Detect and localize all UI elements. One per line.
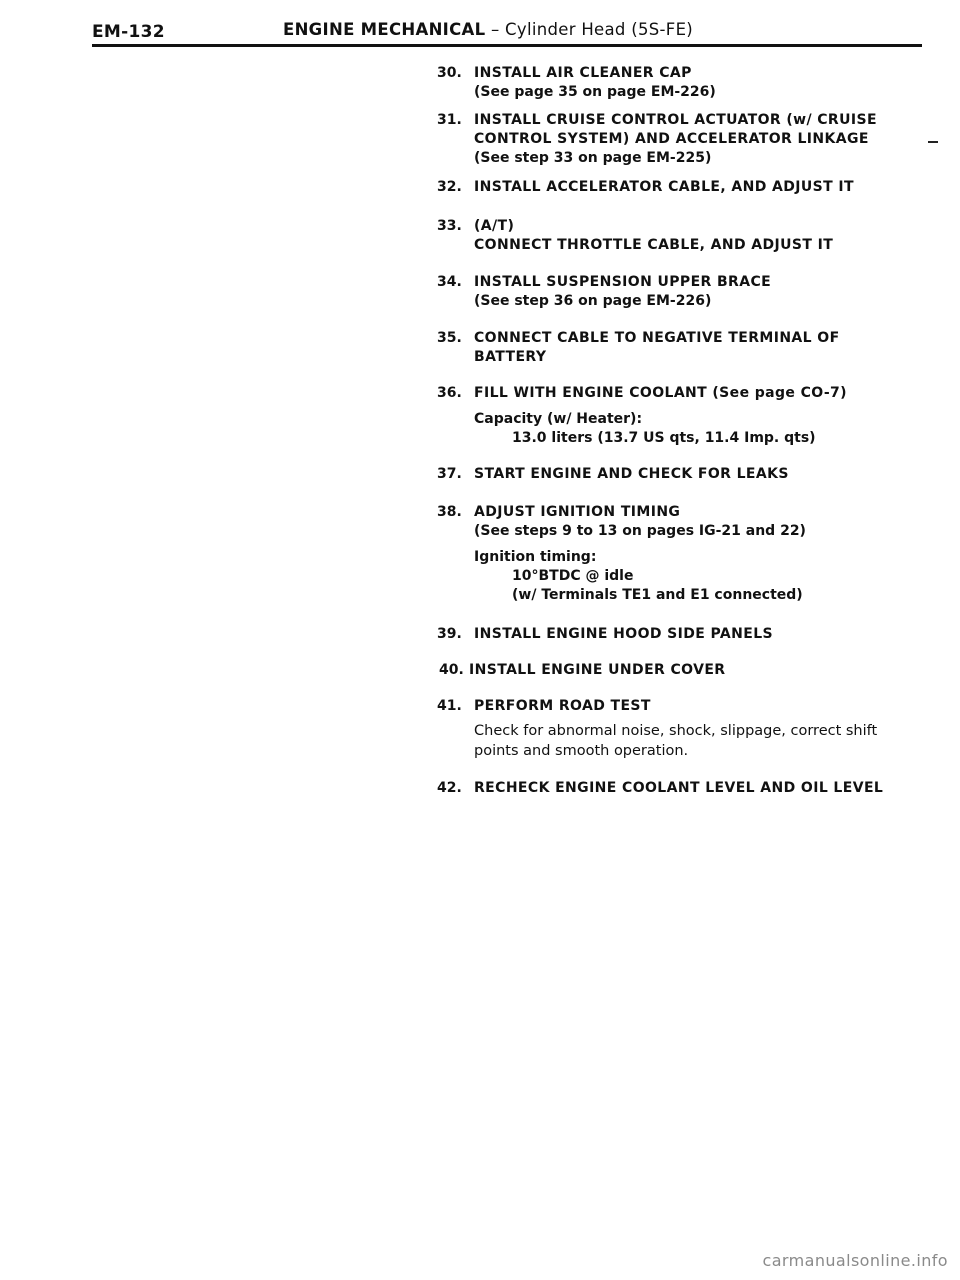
step-description-line-2: points and smooth operation.	[474, 743, 689, 759]
step-42	[437, 779, 927, 798]
step-41	[437, 697, 927, 761]
step-number: 42.	[437, 780, 462, 796]
step-title-line-1: INSTALL CRUISE CONTROL ACTUATOR (w/ CRUISE	[474, 112, 877, 128]
step-title-line-1: CONNECT CABLE TO NEGATIVE TERMINAL OF	[474, 330, 840, 346]
step-title: INSTALL AIR CLEANER CAP	[474, 65, 692, 81]
header-section-rest: – Cylinder Head (5S-FE)	[485, 20, 694, 39]
step-number: 36.	[437, 385, 462, 401]
step-33	[437, 217, 927, 255]
spec-value: 13.0 liters (13.7 US qts, 11.4 Imp. qts)	[512, 430, 816, 446]
step-title: INSTALL ENGINE UNDER COVER	[469, 662, 726, 678]
footer-watermark: carmanualsonline.info	[762, 1251, 948, 1270]
step-reference: (See step 33 on page EM-225)	[474, 150, 712, 166]
step-number: 31.	[437, 112, 462, 128]
step-title: INSTALL SUSPENSION UPPER BRACE	[474, 274, 772, 290]
step-title-line-2: CONNECT THROTTLE CABLE, AND ADJUST IT	[474, 237, 834, 253]
step-reference: (See step 36 on page EM-226)	[474, 293, 712, 309]
step-title: START ENGINE AND CHECK FOR LEAKS	[474, 466, 789, 482]
step-37	[437, 465, 927, 484]
header-section-bold: ENGINE MECHANICAL	[283, 20, 486, 39]
step-number: 41.	[437, 698, 462, 714]
step-title: INSTALL ENGINE HOOD SIDE PANELS	[474, 626, 774, 642]
step-title-line-2: BATTERY	[474, 349, 547, 365]
step-reference: (See steps 9 to 13 on pages IG-21 and 22)	[474, 523, 806, 539]
step-number: 33.	[437, 218, 462, 234]
step-31	[437, 111, 927, 168]
spec-label: Ignition timing:	[474, 549, 597, 565]
step-32	[437, 178, 927, 197]
step-reference: (See page 35 on page EM-226)	[474, 84, 716, 100]
spec-label: Capacity (w/ Heater):	[474, 411, 643, 427]
header-rule	[92, 44, 922, 47]
margin-dash	[928, 141, 938, 143]
step-title: INSTALL ACCELERATOR CABLE, AND ADJUST IT	[474, 179, 854, 195]
spec-value-1: 10°BTDC @ idle	[512, 568, 634, 584]
step-title: RECHECK ENGINE COOLANT LEVEL AND OIL LEVEL	[474, 780, 884, 796]
step-39	[437, 625, 927, 644]
step-36	[437, 384, 927, 448]
step-30	[437, 64, 927, 102]
step-description-line-1: Check for abnormal noise, shock, slippage, correct shift	[474, 723, 878, 739]
step-35	[437, 329, 927, 367]
step-34	[437, 273, 927, 311]
step-title: PERFORM ROAD TEST	[474, 698, 651, 714]
step-number: 32.	[437, 179, 462, 195]
step-title-line-2: CONTROL SYSTEM) AND ACCELERATOR LINKAGE	[474, 131, 869, 147]
step-title: FILL WITH ENGINE COOLANT (See page CO-7)	[474, 385, 847, 401]
step-number: 40.	[439, 662, 464, 678]
step-number: 35.	[437, 330, 462, 346]
header-title	[283, 20, 693, 39]
step-title: ADJUST IGNITION TIMING	[474, 504, 681, 520]
procedure-steps	[437, 64, 927, 798]
step-number: 39.	[437, 626, 462, 642]
step-number: 38.	[437, 504, 462, 520]
step-number: 34.	[437, 274, 462, 290]
page-number: EM-132	[92, 22, 165, 42]
spec-value-2: (w/ Terminals TE1 and E1 connected)	[512, 587, 803, 603]
step-40	[439, 661, 927, 680]
step-number: 37.	[437, 466, 462, 482]
step-38	[437, 503, 927, 605]
step-number: 30.	[437, 65, 462, 81]
step-title-line-1: (A/T)	[474, 218, 515, 234]
